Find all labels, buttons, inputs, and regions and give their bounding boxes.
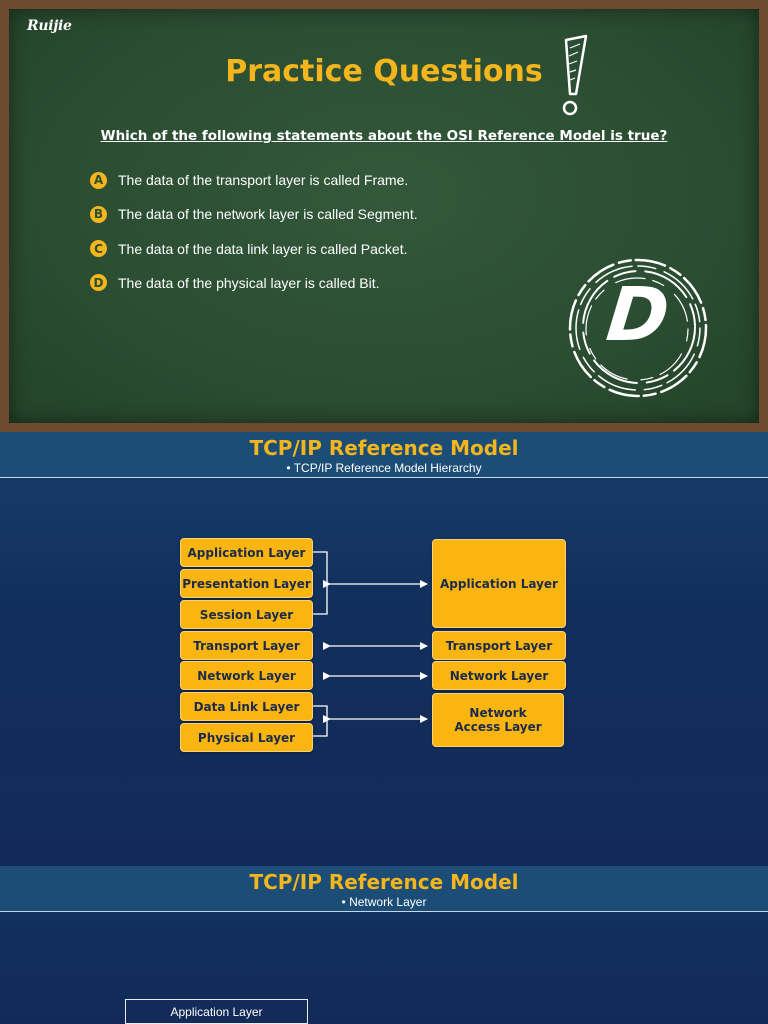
option-a[interactable] xyxy=(90,170,418,190)
option-letter-badge: D xyxy=(90,274,107,291)
tcpip-layer-network: Network Layer xyxy=(432,661,566,690)
option-text: The data of the network layer is called Segment. xyxy=(118,206,418,223)
question-text: Which of the following statements about the OSI Reference Model is true? xyxy=(100,128,668,144)
option-d[interactable] xyxy=(90,273,418,293)
osi-layer-presentation: Presentation Layer xyxy=(180,569,313,598)
option-text: The data of the transport layer is called Frame. xyxy=(118,172,409,188)
slide-title: TCP/IP Reference Model xyxy=(249,870,519,894)
mapping-connectors xyxy=(0,432,768,866)
osi-layer-data-link: Data Link Layer xyxy=(180,692,313,721)
tcpip-layer-network-access: Network Access Layer xyxy=(432,693,564,747)
tcpip-hierarchy-slide xyxy=(0,432,768,866)
osi-layer-session: Session Layer xyxy=(180,600,313,629)
option-text: The data of the data link layer is called Packet. xyxy=(118,240,408,257)
network-layer-slide xyxy=(0,866,768,1024)
slide-title: TCP/IP Reference Model xyxy=(249,436,519,460)
tcpip-layer-application: Application Layer xyxy=(432,539,566,628)
slide-subtitle: • Network Layer xyxy=(341,895,427,909)
slide-subtitle: • TCP/IP Reference Model Hierarchy xyxy=(286,461,482,475)
option-letter-badge: C xyxy=(90,240,107,257)
answer-options xyxy=(90,170,418,307)
option-letter-badge: A xyxy=(90,172,107,189)
header-divider xyxy=(0,911,768,912)
osi-layer-physical: Physical Layer xyxy=(180,723,313,752)
option-text: The data of the physical layer is called Bit. xyxy=(118,274,380,291)
slide-title: Practice Questions xyxy=(225,54,543,89)
osi-layer-network: Network Layer xyxy=(180,661,313,690)
option-c[interactable] xyxy=(90,239,418,259)
option-b[interactable] xyxy=(90,204,418,224)
practice-slide xyxy=(0,0,768,432)
brand-logo: Ruijie xyxy=(27,18,72,34)
exclamation-icon xyxy=(556,34,592,118)
osi-layer-transport: Transport Layer xyxy=(180,631,313,660)
osi-layer-application: Application Layer xyxy=(180,538,313,567)
tcpip-layer-transport: Transport Layer xyxy=(432,631,566,660)
correct-answer: D xyxy=(602,272,674,358)
application-layer-box: Application Layer xyxy=(125,999,308,1024)
option-letter-badge: B xyxy=(90,206,107,223)
